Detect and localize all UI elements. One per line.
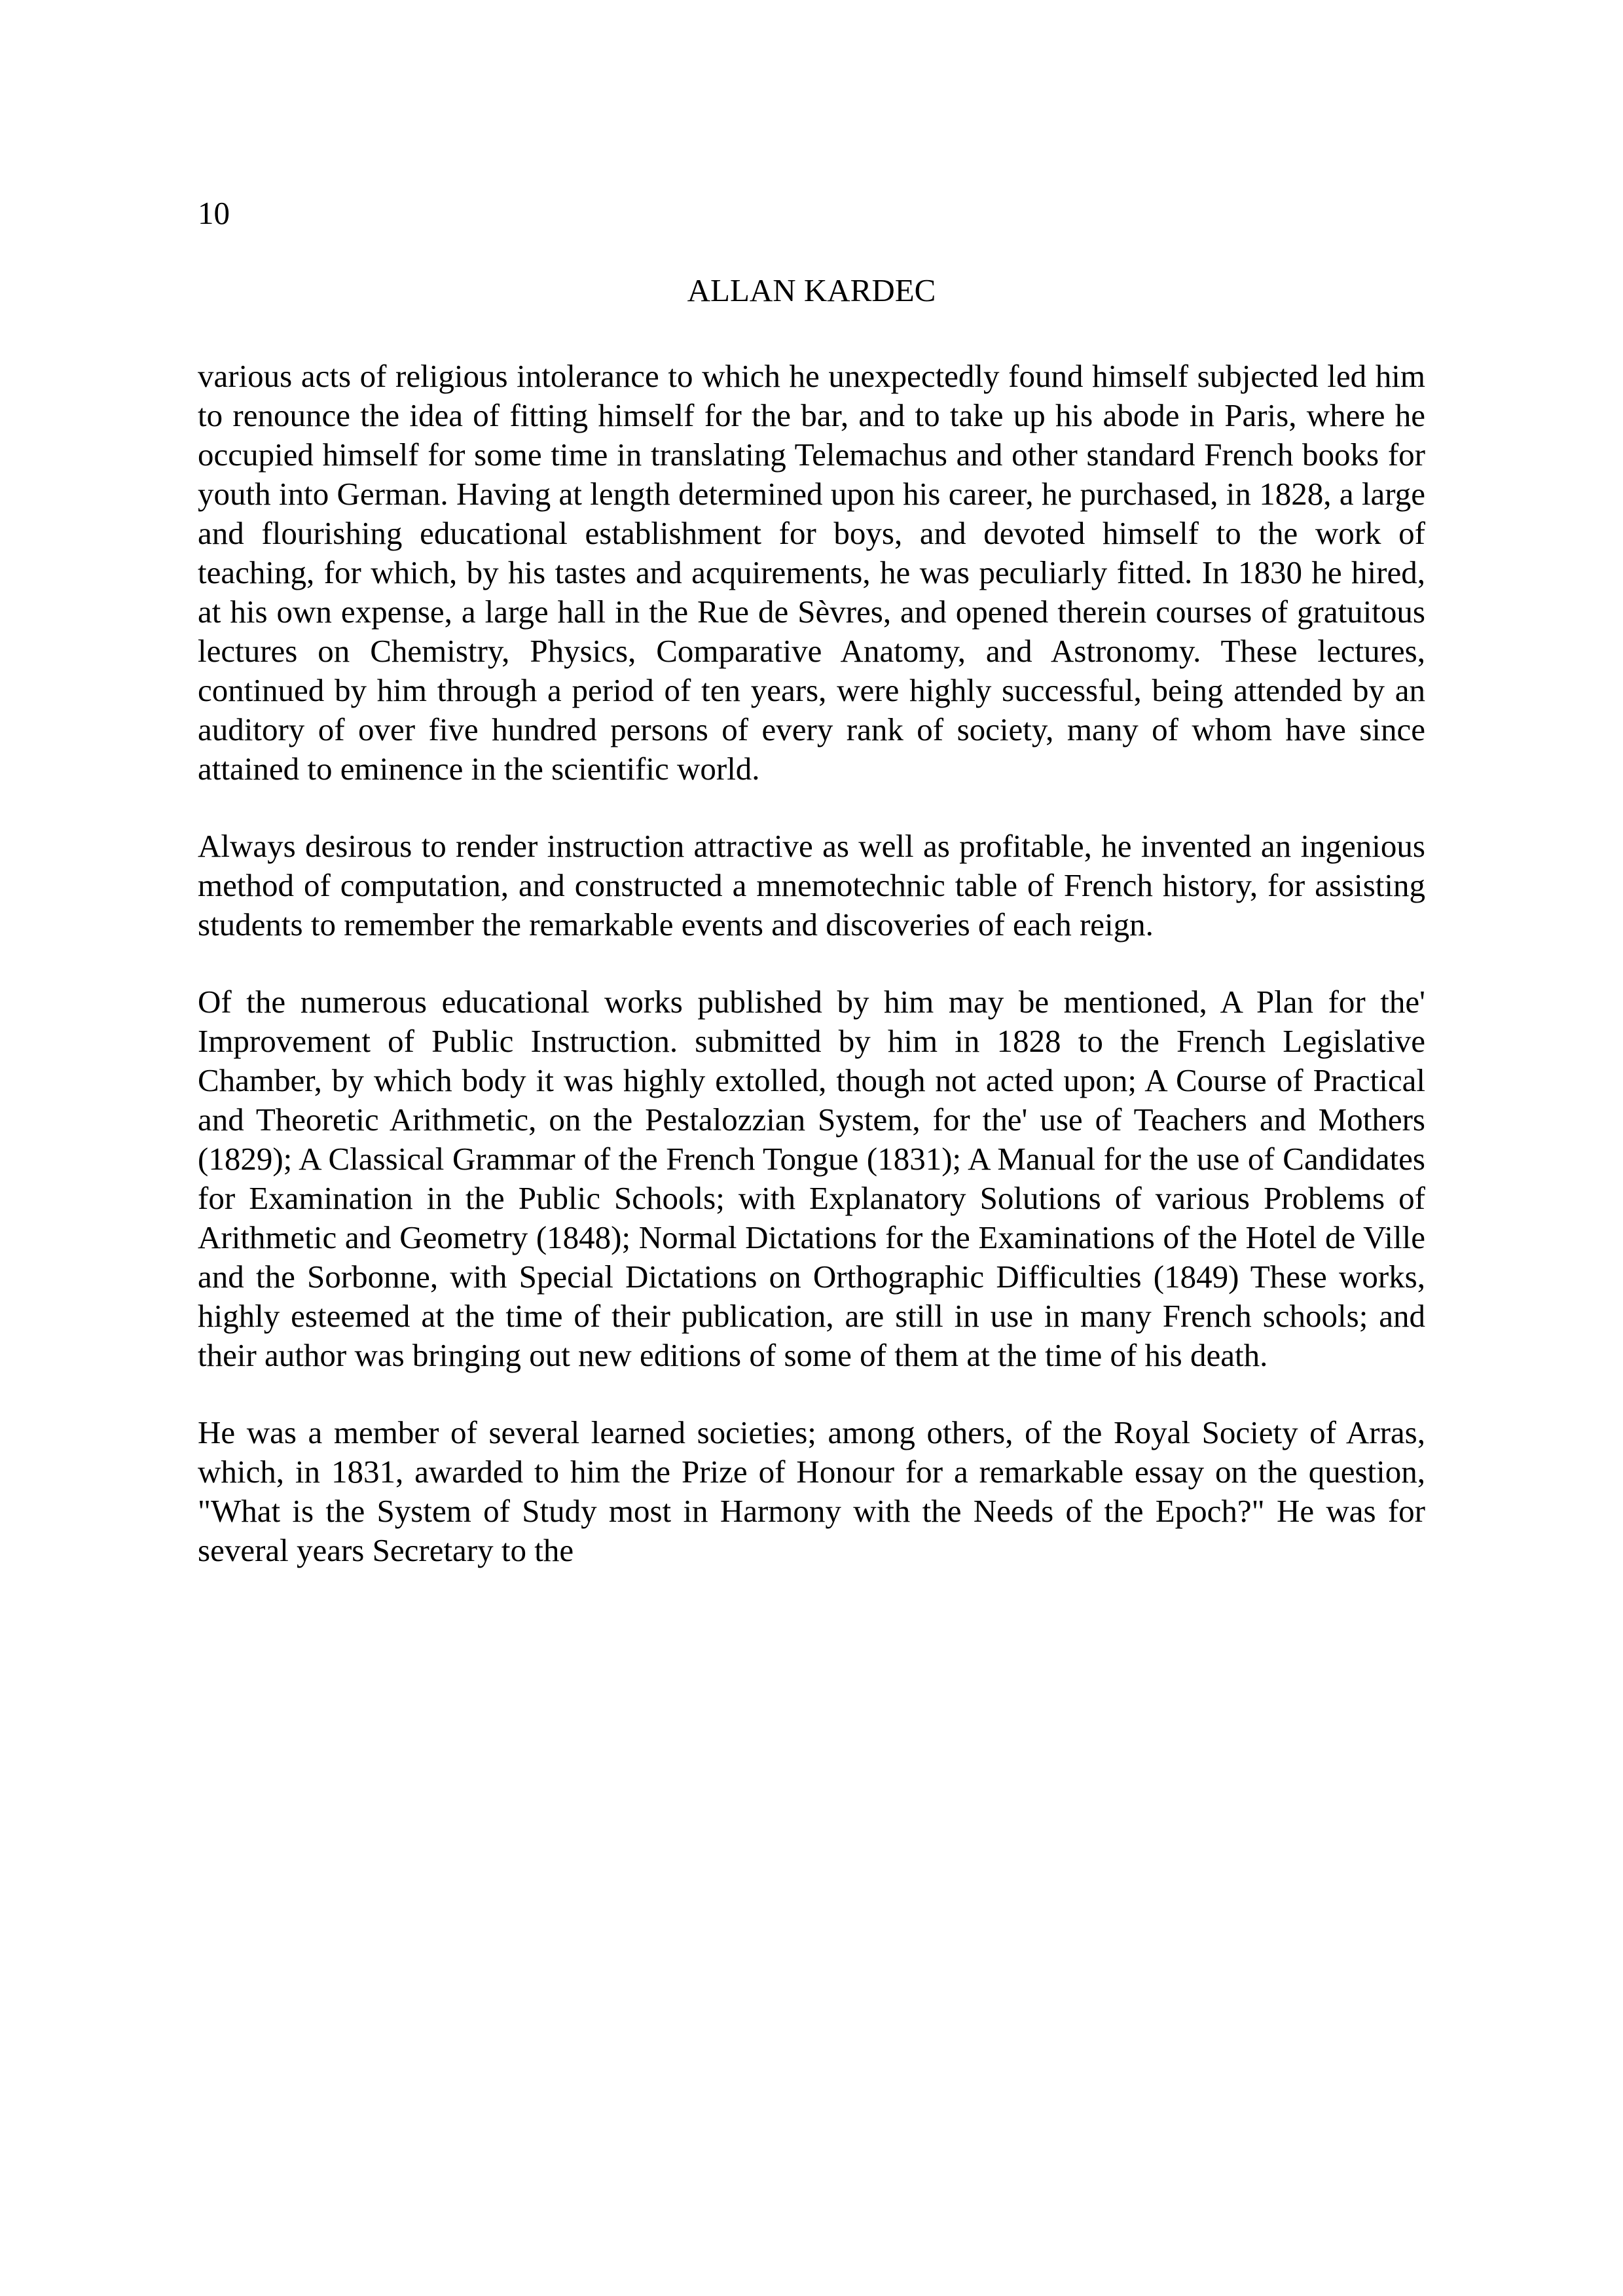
paragraph: Always desirous to render instruction attractive as well as profitable, he invented an ingenious method of computation, and constructed a mnemotechnic table of French history, for assisting students to remember the remarkable events and discoveries of each reign. bbox=[198, 828, 1425, 942]
body-text bbox=[198, 357, 1425, 1608]
paragraph: He was a member of several learned societies; among others, of the Royal Society of Arras, which, in 1831, awarded to him the Prize of Honour for a remarkable essay on the question, "What is the System of Study most in Harmony with the Needs of the Epoch?" He was for several years Secretary to the bbox=[198, 1414, 1425, 1568]
paragraph: Of the numerous educational works published by him may be mentioned, A Plan for the' Improvement of Public Instruction. submitted by him in 1828 to the French Legislative Chamber, by which body it was highly extolled, though not acted upon; A Course of Practical and Theoretic Arithmetic, on the Pestalozzian System, for the' use of Teachers and Mothers (1829); A Classical Grammar of the French Tongue (1831); A Manual for the use of Candidates for Examination in the Public Schools; with Explanatory Solutions of various Problems of Arithmetic and Geometry (1848); Normal Dictations for the Examinations of the Hotel de Ville and the Sorbonne, with Special Dictations on Orthographic Difficulties (1849) These works, highly esteemed at the time of their publication, are still in use in many French schools; and their author was bringing out new editions of some of them at the time of his death. bbox=[198, 984, 1425, 1373]
running-head: ALLAN KARDEC bbox=[687, 272, 936, 308]
page-number: 10 bbox=[198, 195, 230, 231]
paragraph: various acts of religious intolerance to which he unexpectedly found himself subjected led him to renounce the idea of fitting himself for the bar, and to take up his abode in Paris, where he occupied himself for some time in translating Telemachus and other standard French books for youth into German. Having at length determined upon his career, he purchased, in 1828, a large and flourishing educational establishment for boys, and devoted himself to the work of teaching, for which, by his tastes and acquirements, he was peculiarly fitted. In 1830 he hired, at his own expense, a large hall in the Rue de Sèvres, and opened therein courses of gratuitous lectures on Chemistry, Physics, Comparative Anatomy, and Astronomy. These lectures, continued by him through a period of ten years, were highly successful, being attended by an auditory of over five hundred persons of every rank of society, many of whom have since attained to eminence in the scientific world. bbox=[198, 358, 1425, 787]
